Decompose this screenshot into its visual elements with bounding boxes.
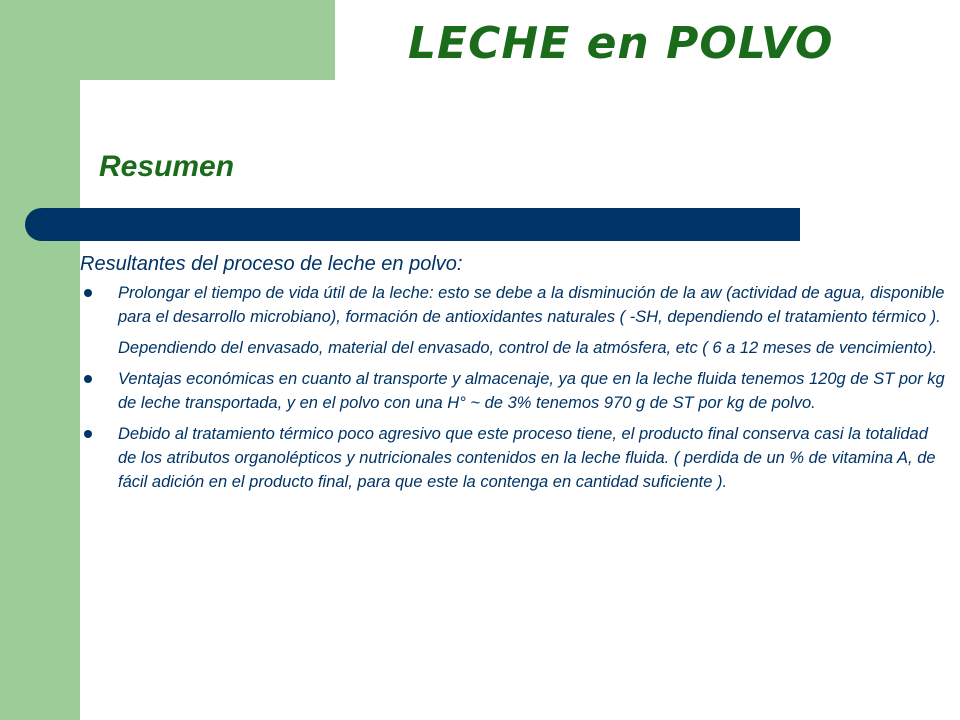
divider-bar — [25, 208, 800, 241]
list-item-continuation — [80, 336, 950, 360]
slide-title: LECHE en POLVO — [408, 18, 834, 69]
slide-subtitle: Resumen — [99, 150, 235, 183]
list-item — [80, 422, 950, 494]
green-sidebar-decoration — [0, 0, 80, 720]
slide-content — [80, 253, 950, 501]
bullet-dot-icon — [84, 430, 92, 438]
list-item-text: Dependiendo del envasado, material del envasado, control de la atmósfera, etc ( 6 a 12 meses de vencimiento). — [118, 339, 938, 357]
green-header-decoration — [0, 0, 335, 80]
list-item-text: Debido al tratamiento térmico poco agresivo que este proceso tiene, el producto final conserva casi la totalidad de los atributos organolépticos y nutricionales contenidos en la leche fluida. ( perdida de un % de vitamina A, de fácil adición en el producto final, para que este la contenga en cantidad suficiente ). — [118, 425, 936, 491]
bullet-list — [80, 281, 950, 494]
list-item-text: Prolongar el tiempo de vida útil de la leche: esto se debe a la disminución de la aw (actividad de agua, disponible para el desarrollo microbiano), formación de antioxidantes naturales ( -SH, dependiendo el tratamiento térmico ). — [118, 284, 945, 326]
list-item — [80, 367, 950, 415]
bullet-dot-icon — [84, 375, 92, 383]
intro-text: Resultantes del proceso de leche en polvo: — [80, 253, 463, 275]
bullet-dot-icon — [84, 289, 92, 297]
list-item — [80, 281, 950, 329]
list-item-text: Ventajas económicas en cuanto al transporte y almacenaje, ya que en la leche fluida tenemos 120g de ST por kg de leche transportada, y en el polvo con una H° ~ de 3% tenemos 970 g de ST por kg de polvo. — [118, 370, 945, 412]
